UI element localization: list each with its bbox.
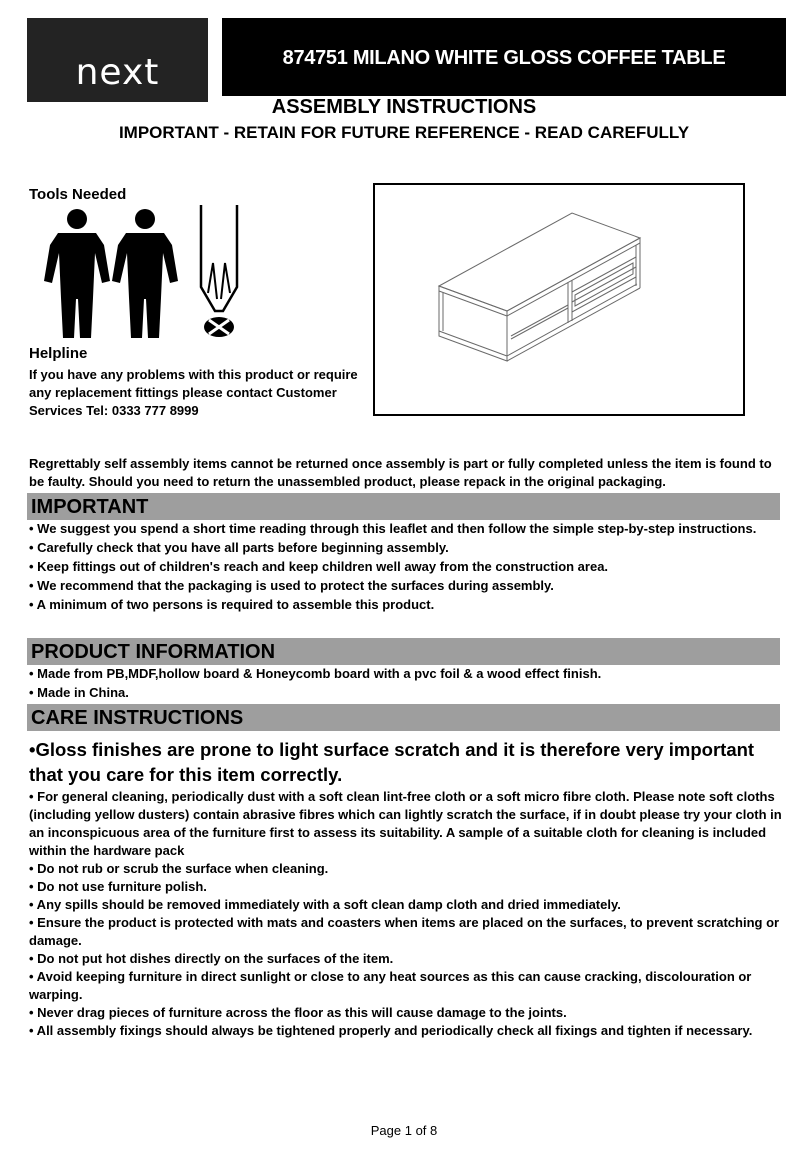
list-item: • For general cleaning, periodically dust with a soft clean lint-free cloth or a soft micro fibre cloth. Please note soft cloths (including yellow dusters) contain abrasive fibres which can lightly scratch the surface, if in doubt please try your cloth in an inconspicuous area of the furniture first to assess its suitability. A sample of a suitable cloth for cleaning is included within the hardware pack	[29, 789, 782, 858]
brand-logo-text: next	[75, 52, 160, 93]
screwdriver-icon	[201, 205, 237, 311]
product-info-heading: PRODUCT INFORMATION	[27, 638, 780, 665]
page-heading: ASSEMBLY INSTRUCTIONS	[271, 96, 537, 118]
list-item: • Never drag pieces of furniture across the floor as this will cause damage to the joints.	[29, 1005, 567, 1020]
page-number: Page 1 of 8	[370, 1123, 438, 1138]
tools-needed-label: Tools Needed	[29, 186, 127, 203]
helpline-label: Helpline	[29, 345, 88, 362]
list-item: • We recommend that the packaging is used to protect the surfaces during assembly.	[29, 578, 554, 593]
care-heading: CARE INSTRUCTIONS	[27, 704, 780, 731]
product-image-frame	[373, 183, 745, 416]
list-item: • Do not rub or scrub the surface when cleaning.	[29, 861, 329, 876]
gloss-warning: •Gloss finishes are prone to light surface scratch and it is therefore very important that you care for this item correctly.	[29, 739, 755, 785]
product-info-list	[29, 664, 789, 702]
page-subheading: IMPORTANT - RETAIN FOR FUTURE REFERENCE - READ CAREFULLY	[118, 123, 690, 142]
product-title: 874751 MILANO WHITE GLOSS COFFEE TABLE	[222, 18, 786, 96]
care-list	[29, 788, 784, 1040]
list-item: • We suggest you spend a short time reading through this leaflet and then follow the simple step-by-step instructions.	[29, 521, 757, 536]
list-item: • All assembly fixings should always be tightened properly and periodically check all fixings and tighten if necessary.	[29, 1023, 753, 1038]
list-item: • Keep fittings out of children's reach and keep children well away from the construction area.	[29, 559, 609, 574]
list-item: • Avoid keeping furniture in direct sunlight or close to any heat sources as this can cause cracking, discolouration or warping.	[29, 969, 752, 1002]
tools-illustration	[44, 203, 254, 343]
phillips-head-icon	[204, 317, 234, 337]
important-list	[29, 519, 789, 614]
important-heading: IMPORTANT	[27, 493, 780, 520]
person-icon	[112, 209, 178, 338]
helpline-text	[29, 366, 374, 420]
list-item: • Any spills should be removed immediately with a soft clean damp cloth and dried immediately.	[29, 897, 621, 912]
person-icon	[44, 209, 110, 338]
list-item: • Carefully check that you have all parts before beginning assembly.	[29, 540, 449, 555]
list-item: • A minimum of two persons is required to assemble this product.	[29, 597, 435, 612]
helpline-line: Services Tel: 0333 777 8999	[29, 403, 199, 418]
helpline-line: any replacement fittings please contact Customer	[29, 385, 337, 400]
list-item: • Do not use furniture polish.	[29, 879, 207, 894]
list-item: • Made from PB,MDF,hollow board & Honeycomb board with a pvc foil & a wood effect finish.	[29, 666, 602, 681]
list-item: • Ensure the product is protected with mats and coasters when items are placed on the surfaces, to prevent scratching or damage.	[29, 915, 780, 948]
returns-notice: Regrettably self assembly items cannot be returned once assembly is part or fully completed unless the item is found to be faulty. Should you need to return the unassembled product, please repack in the original packaging.	[29, 456, 772, 489]
list-item: • Do not put hot dishes directly on the surfaces of the item.	[29, 951, 394, 966]
coffee-table-drawing	[375, 185, 743, 414]
helpline-line: If you have any problems with this product or require	[29, 367, 358, 382]
list-item: • Made in China.	[29, 685, 129, 700]
